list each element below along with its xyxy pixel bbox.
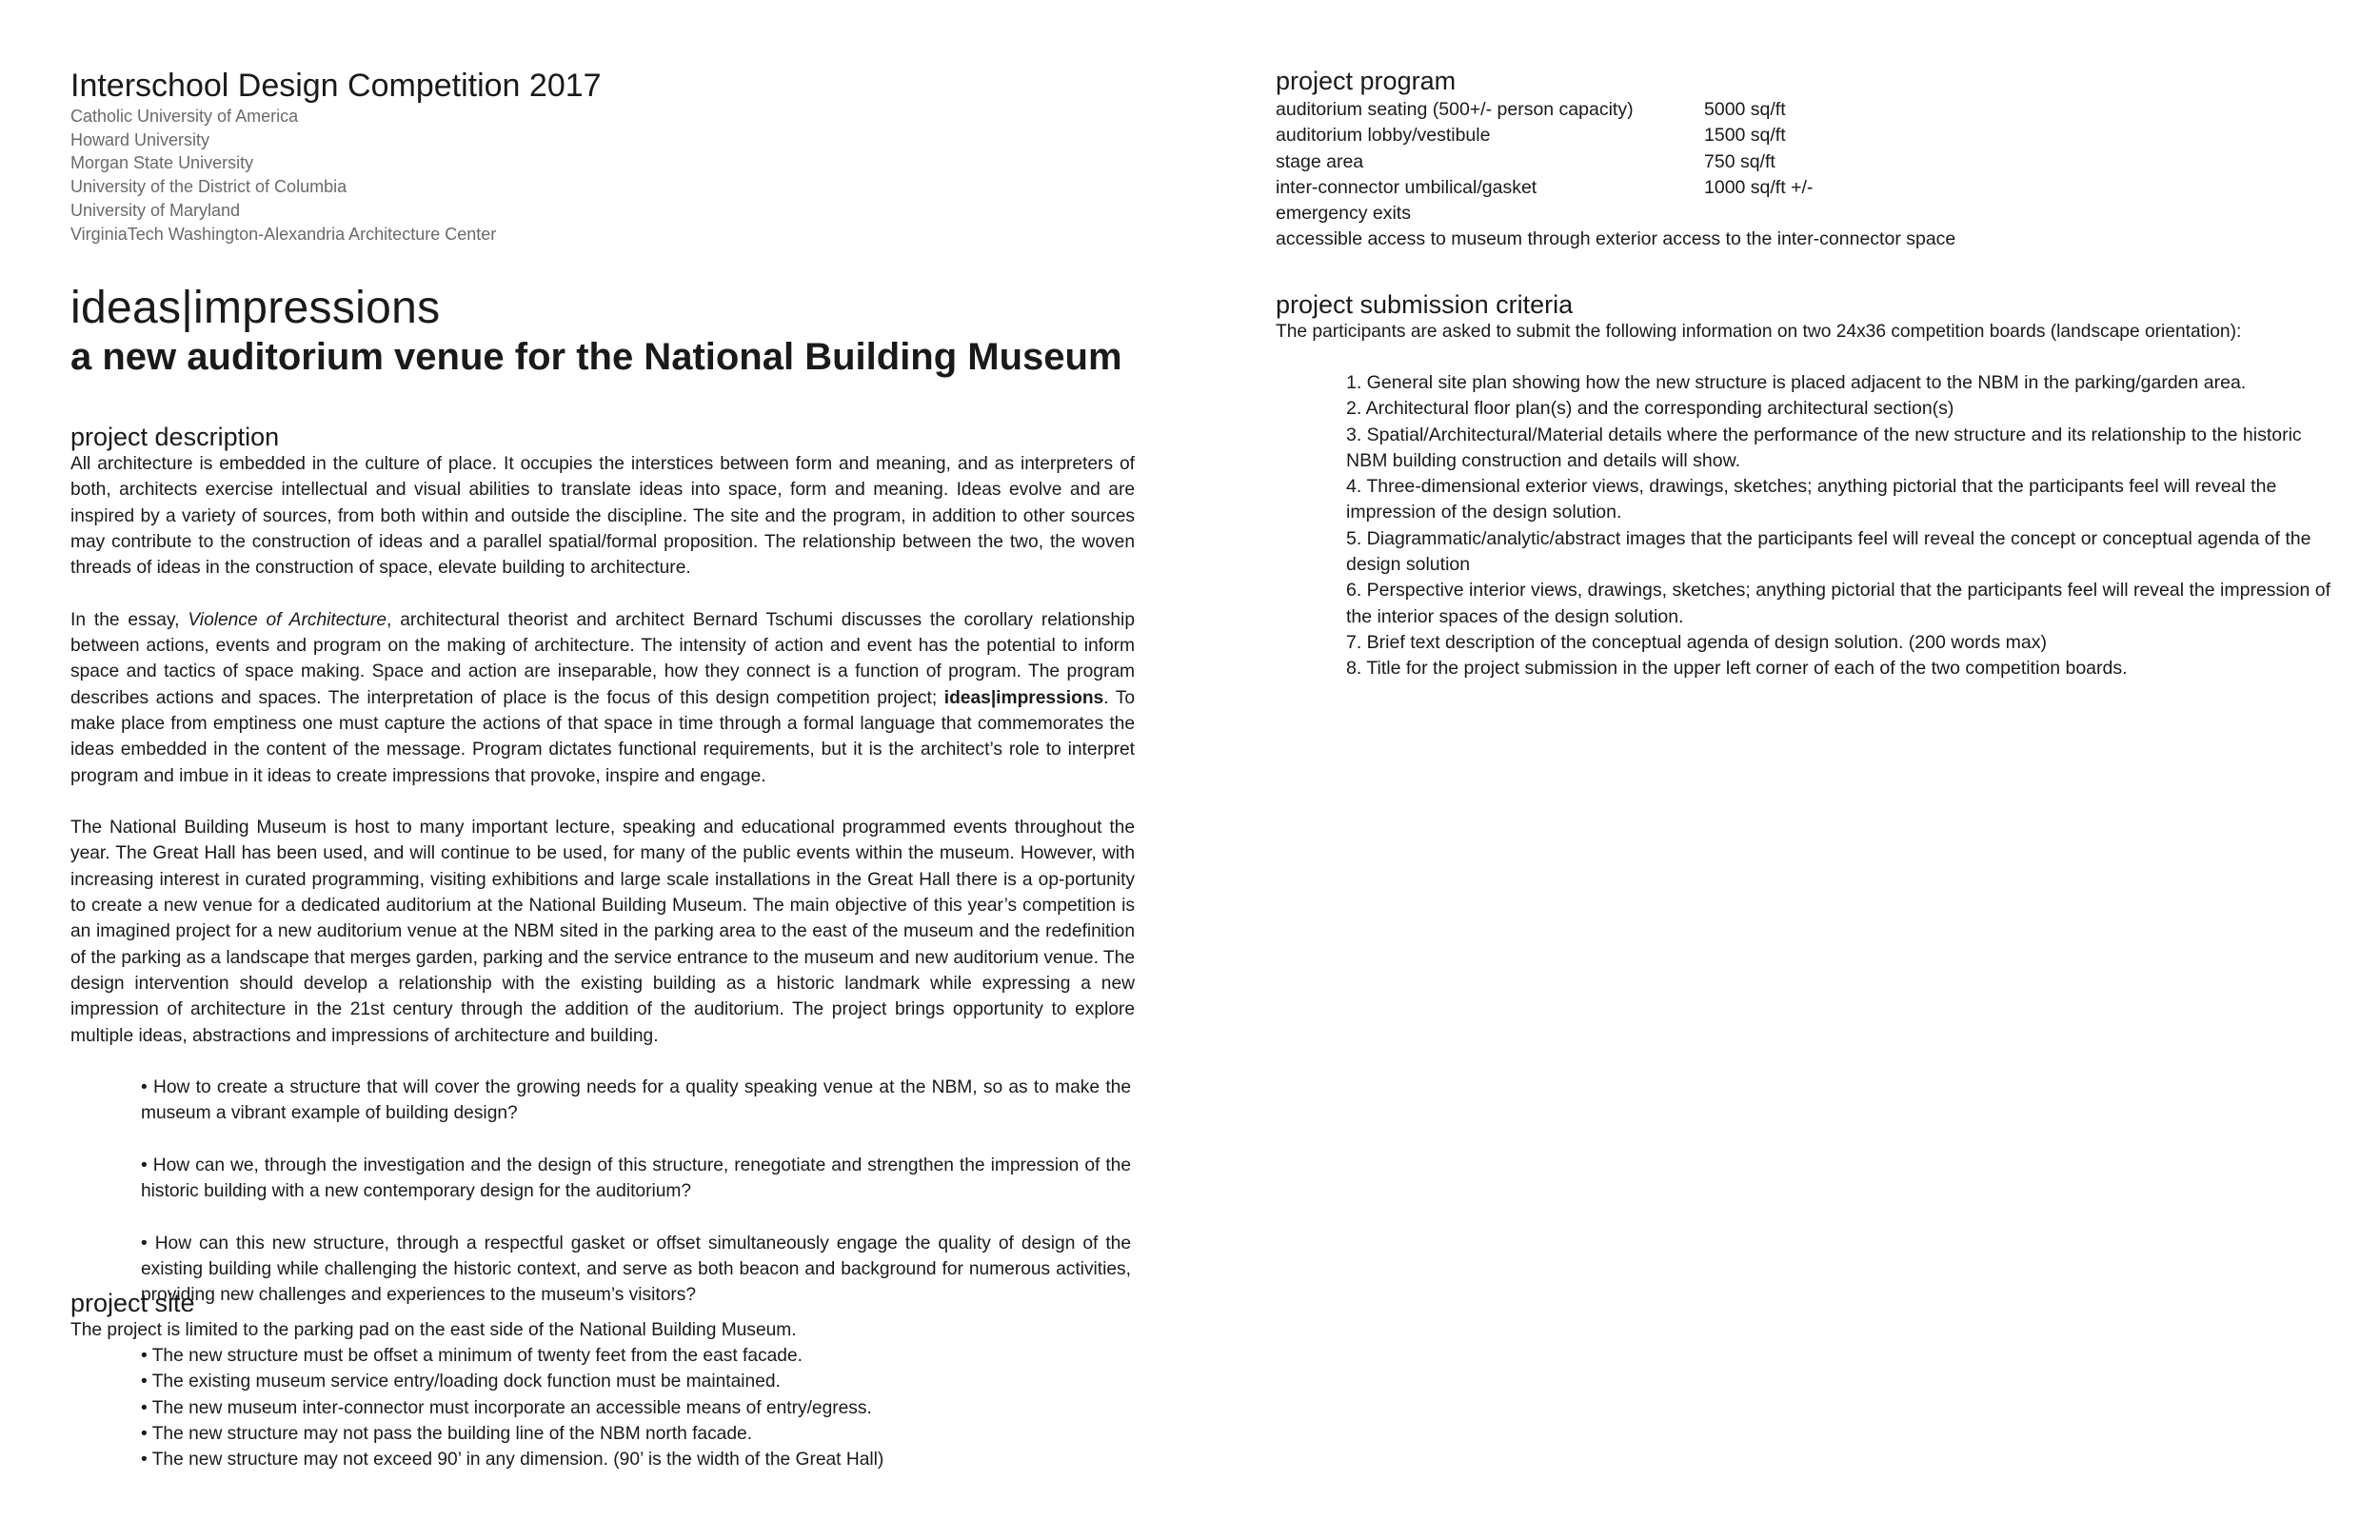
program-table	[1276, 97, 1955, 253]
program-row	[1276, 227, 1955, 252]
criteria-heading: project submission criteria	[1276, 290, 1574, 319]
program-row	[1276, 175, 1955, 201]
description-heading: project description	[70, 423, 280, 451]
school-item: Morgan State University	[70, 153, 254, 173]
criteria-item: 1. General site plan showing how the new structure is placed adjacent to the NBM in the parking/garden area.	[1346, 372, 2247, 393]
program-row	[1276, 201, 1955, 227]
site-constraint: • The new structure must be offset a minimum of twenty feet from the east facade.	[141, 1346, 803, 1366]
program-extra: accessible access to museum through exterior access to the inter-connector space	[1276, 228, 1956, 250]
site-constraint: • The new museum inter-connector must incorporate an accessible means of entry/egress.	[141, 1397, 872, 1418]
criteria-list	[1346, 370, 2336, 682]
site-constraints	[141, 1343, 883, 1472]
program-area: 5000 sq/ft	[1704, 99, 1786, 120]
p2-text-a: In the essay,	[70, 609, 188, 630]
school-list	[70, 105, 496, 246]
criteria-item: 8. Title for the project submission in the upper left corner of each of the two competition boards.	[1346, 658, 2128, 680]
description-paragraph-2	[70, 607, 1135, 789]
criteria-item: 3. Spatial/Architectural/Material details where the performance of the new structure and its relationship to the historic NBM building construction and details will show.	[1346, 424, 2302, 471]
program-row	[1276, 123, 1955, 148]
design-questions	[141, 1075, 1131, 1309]
school-item: VirginiaTech Washington-Alexandria Architecture Center	[70, 224, 497, 244]
school-item: Catholic University of America	[70, 107, 299, 126]
program-row	[1276, 149, 1955, 175]
p2-text-b: , architectural theorist and architect Bernard Tschumi discusses the corollary relationship between actions, events and program on the making of architecture. The intensity of action and event has the potential to inform space and tactics of space making. Space and action are inseparable, how they connect is a function of program. The program describes actions and spaces. The interpretation of place is the focus of this design competition project;	[70, 609, 1135, 708]
project-brand-title	[70, 282, 440, 335]
design-question: • How to create a structure that will cover the growing needs for a quality speaking venue at the NBM, so as to make the museum a vibrant example of building design?	[141, 1076, 1131, 1124]
program-area: 750 sq/ft	[1704, 150, 1775, 172]
program-row	[1276, 97, 1955, 123]
criteria-item: 5. Diagrammatic/analytic/abstract images that the participants feel will reveal the concept or conceptual agenda of the design solution	[1346, 527, 2311, 576]
program-heading: project program	[1276, 67, 1457, 95]
program-area: 1500 sq/ft	[1704, 125, 1786, 147]
site-heading: project site	[70, 1289, 195, 1317]
criteria-item: 6. Perspective interior views, drawings, sketches; anything pictorial that the participants feel will reveal the impression of the interior spaces of the design solution.	[1346, 580, 2330, 627]
criteria-item: 7. Brief text description of the conceptual agenda of design solution. (200 words max)	[1346, 631, 2048, 653]
project-name-inline: ideas|impressions	[943, 687, 1104, 708]
site-constraint: • The new structure may not exceed 90’ in any dimension. (90’ is the width of the Great Hall)	[141, 1450, 884, 1471]
site-constraint: • The existing museum service entry/loading dock function must be maintained.	[141, 1372, 781, 1392]
program-item: inter-connector umbilical/gasket	[1276, 176, 1537, 198]
program-item: stage area	[1276, 150, 1364, 172]
p2-text-c: . To make place from emptiness one must capture the actions of that space in time through a formal language that commemorates the ideas embedded in the content of the message. Program dictates functional requirements, but it is the architect’s role to interpret program and imbue in it ideas to create impressions that provoke, inspire and engage.	[70, 687, 1135, 786]
design-question: • How can we, through the investigation and the design of this structure, renegotiate and strengthen the impression of the historic building with a new contemporary design for the auditorium?	[141, 1155, 1131, 1202]
essay-title: Violence of Architecture	[188, 609, 387, 630]
project-subtitle: a new auditorium venue for the National Building Museum	[70, 336, 1122, 378]
description-body	[70, 451, 1135, 1309]
criteria-item: 2. Architectural floor plan(s) and the corresponding architectural section(s)	[1346, 398, 1954, 420]
description-paragraph-1: All architecture is embedded in the culture of place. It occupies the interstices between form and meaning, and as interpreters of both, architects exercise intellectual and visual abilities to translate ideas into space, form and meaning. Ideas evolve and are inspired by a variety of sources, from both within and outside the discipline. The site and the program, in addition to other sources may contribute to the construction of ideas and a parallel spatial/formal proposition. The relationship between the two, the woven threads of ideas in the construction of space, elevate building to architecture.	[70, 454, 1135, 579]
program-extra: emergency exits	[1276, 203, 1411, 225]
school-item: University of Maryland	[70, 200, 241, 220]
description-paragraph-3: The National Building Museum is host to many important lecture, speaking and educational programmed events throughout the year. The Great Hall has been used, and will continue to be used, for many of the public events within the museum. However, with increasing interest in curated programming, visiting exhibitions and large scale installations in the Great Hall there is a op-portunity to create a new venue for a dedicated auditorium at the National Building Museum. The main objective of this year’s competition is an imagined project for a new auditorium venue at the NBM sited in the parking area to the east of the museum and the redefinition of the parking as a landscape that merges garden, parking and the service entrance to the museum and new auditorium venue. The design intervention should develop a relationship with the existing building as a historic landmark while expressing a new impression of architecture in the 21st century through the addition of the auditorium. The project brings opportunity to explore multiple ideas, abstractions and impressions of architecture and building.	[70, 818, 1135, 1046]
school-item: University of the District of Columbia	[70, 177, 347, 197]
competition-title: Interschool Design Competition 2017	[70, 68, 602, 104]
brand-part-impressions: impressions	[193, 283, 441, 333]
design-question: • How can this new structure, through a respectful gasket or offset simultaneously engage the quality of design of the existing building while challenging the historic context, and serve as both beacon and background for numerous activities, providing new challenges and experiences to the museum’s visitors?	[141, 1233, 1131, 1306]
program-item: auditorium lobby/vestibule	[1276, 125, 1491, 147]
brand-divider: |	[181, 283, 194, 333]
program-area: 1000 sq/ft +/-	[1704, 176, 1814, 198]
site-intro: The project is limited to the parking pad on the east side of the National Building Museum.	[70, 1320, 797, 1340]
site-constraint: • The new structure may not pass the building line of the NBM north facade.	[141, 1423, 753, 1444]
criteria-item: 4. Three-dimensional exterior views, drawings, sketches; anything pictorial that the participants feel will reveal the impression of the design solution.	[1346, 476, 2277, 523]
school-item: Howard University	[70, 129, 210, 149]
brand-part-ideas: ideas	[70, 283, 182, 333]
criteria-intro: The participants are asked to submit the following information on two 24x36 competition boards (landscape orientation):	[1276, 322, 2242, 342]
program-item: auditorium seating (500+/- person capacity)	[1276, 99, 1634, 120]
